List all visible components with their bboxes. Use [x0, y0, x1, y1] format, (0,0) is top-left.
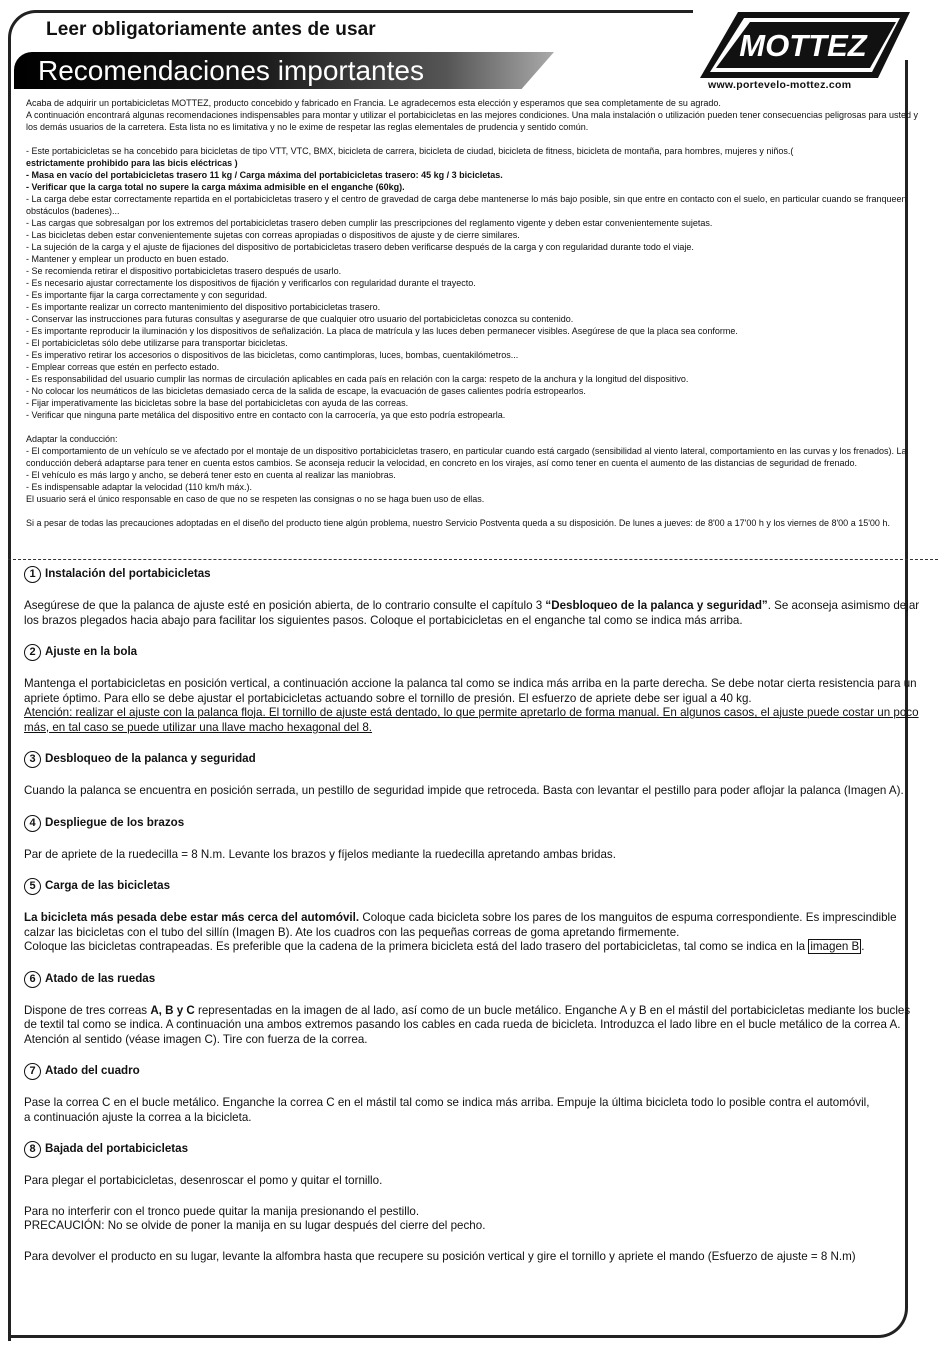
list-item: - El portabicicletas sólo debe utilizarse para transportar bicicletas. [26, 338, 288, 348]
driving-adaptation [26, 433, 922, 505]
list-item: - Se recomienda retirar el dispositivo portabicicletas trasero después de usarlo. [26, 266, 342, 276]
step-number: 1 [24, 566, 41, 583]
list-item: - El comportamiento de un vehículo se ve afectado por el montaje de un dispositivo portabicicletas trasero, en particular cuando está cargado (sensibilidad al viento lateral, comportamiento en las curvas y los frenados). La conducción deberá adaptarse para tener en cuenta estos cambios. Se aconseja reducir la velocidad, en concreto en los virajes, así como tener en cuenta el aumento de las distancias de seguridad de frenado. [26, 446, 907, 468]
text-run: Coloque cada bicicleta sobre los pares de los manguitos de espuma correspondiente. Es imprescindible [359, 911, 897, 924]
list-item: - Este portabicicletas se ha concebido para bicicletas de tipo VTT, VTC, BMX, bicicleta de carrera, bicicleta de ciudad, bicicleta de fitness, bicicleta de montaña, para hombres, mujeres y niños.( [26, 146, 794, 156]
recommendations-block [26, 97, 922, 541]
recommendations-list [26, 145, 922, 421]
list-item: - El vehículo es más largo y ancho, se deberá tener esto en cuenta al realizar las maniobras. [26, 470, 396, 480]
section-heading [24, 1141, 924, 1158]
section-text: Para plegar el portabicicletas, desenroscar el pomo y quitar el tornillo. [24, 1174, 383, 1187]
website-url: www.portevelo-mottez.com [708, 79, 852, 91]
list-item: - Las cargas que sobresalgan por los extremos del portabicicletas trasero deben cumplir las prescripciones del reglamento vigente y deben estar convenientemente sujetas. [26, 218, 713, 228]
section-title: Despliegue de los brazos [45, 815, 185, 829]
text-run-bold: La bicicleta más pesada debe estar más cerca del automóvil. [24, 911, 360, 924]
text-run: Coloque las bicicletas contrapeadas. Es preferible que la cadena de la primera bicicleta está del lado trasero del portabicicletas, tal como se indica en la [24, 940, 809, 953]
list-item: estrictamente prohibido para las bicis eléctricas ) [26, 158, 238, 168]
list-item: - Conservar las instrucciones para futuras consultas y asegurarse de que cualquier otro usuario del portabicicletas conozca su contenido. [26, 314, 574, 324]
text-line: Atención: realizar el ajuste con la palanca floja. El tornillo de ajuste está dentado, lo que permite apretarlo de forma manual. En algunos casos, el ajuste puede costar un poco más, en tal caso se puede utilizar una llave macho hexagonal del 8. [24, 706, 919, 734]
section-text: Para devolver el producto en su lugar, levante la alfombra hasta que recupere su posición vertical y gire el tornillo y apriete el mando (Esfuerzo de ajuste = 8 N.m) [24, 1249, 856, 1263]
text-line: a continuación ajuste la correa a la bicicleta. [24, 1110, 252, 1124]
section-heading [24, 751, 924, 768]
text-line [24, 911, 924, 926]
text-line: Atención al sentido (véase imagen C). Tire con fuerza de la correa. [24, 1032, 368, 1046]
step-number: 8 [24, 1141, 41, 1158]
step-number: 7 [24, 1063, 41, 1080]
text-line: Mantenga el portabicicletas en posición vertical, a continuación accione la palanca tal como se indica más arriba en la parte derecha. Se debe notar cierta resistencia para un apriete óptimo. Para ello se debe ajustar el portabicicletas actuando sobre el tornillo de presión. El esfuerzo de apriete debe ser igual a 40 kg. [24, 677, 917, 705]
text-line: Para no interferir con el tronco puede quitar la manija presionando el pestillo. [24, 1204, 420, 1218]
list-item: El usuario será el único responsable en caso de que no se respeten las consignas o no se haga buen uso de ellas. [26, 494, 485, 504]
list-item: - No colocar los neumáticos de las bicicletas demasiado cerca de la salida de escape, la evacuación de gases calientes podría estropearlos. [26, 386, 586, 396]
section-title: Instalación del portabicicletas [45, 567, 211, 581]
list-item: - La sujeción de la carga y el ajuste de fijaciones del dispositivo de portabicicletas trasero deben verificarse después de la carga y con regularidad durante todo el viaje. [26, 242, 694, 252]
text-line: PRECAUCIÓN: No se olvide de poner la manija en su lugar después del cierre del pecho. [24, 1219, 486, 1232]
section-title: Carga de las bicicletas [45, 879, 171, 893]
section-title: Ajuste en la bola [45, 645, 138, 659]
section-5 [24, 878, 924, 955]
intro-text-2: A continuación encontrará algunas recomendaciones indispensables para montar y utilizar el portabicicletas en las mejores condiciones. Una mala instalación o utilización pueden tener consecuencias peligrosas para usted y los demás usuarios de la carretera. Esta lista no es limitativa y no le exime de respetar las reglas elementales de prudencia y sentido común. [26, 110, 919, 132]
list-item: - Es indispensable adaptar la velocidad (110 km/h máx.). [26, 482, 252, 492]
list-item: - La carga debe estar correctamente repartida en el portabicicletas trasero y el centro de gravedad de carga debe mantenerse lo más bajo posible, sin que entre en contacto con el suelo, en particular cuando se franqueen obstáculos (badenes)... [26, 194, 907, 216]
section-heading [24, 971, 924, 988]
list-item: - Es imperativo retirar los accesorios o dispositivos de las bicicletas, como cantimploras, luces, bombas, cuentakilómetros... [26, 350, 519, 360]
section-title: Bajada del portabicicletas [45, 1142, 189, 1156]
text-run: representadas en la imagen de al lado, así como de un bucle metálico. Enganche A y B en el mástil del portabicicletas mediante los bucles [194, 1003, 911, 1017]
section-text [24, 1096, 924, 1125]
section-3 [24, 751, 924, 799]
step-number: 2 [24, 644, 41, 661]
cut-line [8, 559, 938, 560]
list-item: - Es importante fijar la carga correctamente y con seguridad. [26, 290, 268, 300]
text-run-bold: A, B y C [150, 1003, 195, 1017]
page-frame-bottom [8, 1335, 858, 1338]
section-text [24, 911, 924, 955]
section-1 [24, 566, 924, 628]
list-item: - Fijar imperativamente las bicicletas sobre la base del portabicicletas con ayuda de las correas. [26, 398, 409, 408]
instructions-block [24, 566, 924, 1280]
driving-adaptation-title: Adaptar la conducción: [26, 434, 118, 444]
list-item: - Es importante realizar un correcto mantenimiento del dispositivo portabicicletas trasero. [26, 302, 381, 312]
list-item: - Mantener y emplear un producto en buen estado. [26, 254, 229, 264]
section-8 [24, 1141, 924, 1264]
intro-text-1: Acaba de adquirir un portabicicletas MOTTEZ, producto concebido y fabricado en Francia. Le agradecemos esta elección y esperamos que sea completamente de su agrado. [26, 98, 721, 108]
section-2 [24, 644, 924, 735]
section-7 [24, 1063, 924, 1125]
list-item: - Es necesario ajustar correctamente los dispositivos de fijación y verificarlos con regularidad durante el trayecto. [26, 278, 476, 288]
list-item: - Masa en vacío del portabicicletas trasero 11 kg / Carga máxima del portabicicletas trasero: 45 kg / 3 bicicletas. [26, 170, 503, 180]
section-6 [24, 971, 924, 1048]
step-number: 6 [24, 971, 41, 988]
section-text [24, 1205, 924, 1234]
list-item: - Emplear correas que estén en perfecto estado. [26, 362, 220, 372]
section-heading [24, 815, 924, 832]
section-heading [24, 878, 924, 895]
section-text: Cuando la palanca se encuentra en posición serrada, un pestillo de seguridad impide que retroceda. Basta con levantar el pestillo para poder aflojar la palanca (Imagen A). [24, 784, 904, 797]
text-line [24, 1004, 924, 1019]
list-item: - Es importante reproducir la iluminación y los dispositivos de señalización. La placa de matrícula y las luces deben permanecer visibles. Asegúrese de que la placa sea conforme. [26, 326, 738, 336]
list-item: - Verificar que ninguna parte metálica del dispositivo entre en contacto con la carrocería, ya que esto podría estropearla. [26, 410, 506, 420]
text-line: Pase la correa C en el bucle metálico. Enganche la correa C en el mástil tal como se indica más arriba. Empuje la última bicicleta todo lo posible contra el automóvil, [24, 1096, 870, 1109]
list-item: - Verificar que la carga total no supere la carga máxima admisible en el enganche (60kg). [26, 182, 405, 192]
section-text [24, 599, 924, 628]
section-4 [24, 815, 924, 863]
text-run: Asegúrese de que la palanca de ajuste esté en posición abierta, de lo contrario consulte el capítulo 3 [24, 599, 546, 612]
text-line: calzar las bicicletas con el tubo del sillín (Imagen B). Ate los cuadros con las pequeñas correas de goma apretando firmemente. [24, 925, 680, 939]
step-number: 4 [24, 815, 41, 832]
text-line: de textil tal como se indica. A continuación una ambos extremos pasando los cables en cada rueda de bicicleta. Introduzca el lado libre en el bucle metálico de la correa A. [24, 1018, 901, 1031]
logo-text: MOTTEZ [739, 28, 867, 63]
after-sales-note: Si a pesar de todas las precauciones adoptadas en el diseño del producto tiene algún problema, nuestro Servicio Postventa queda a su disposición. De lunes a jueves: de 8'00 a 17'00 h y los viernes de 8'00 a 15'00 h. [26, 518, 890, 528]
text-run: . [861, 940, 865, 953]
step-number: 3 [24, 751, 41, 768]
section-heading [24, 644, 924, 661]
page-title: Leer obligatoriamente antes de usar [46, 19, 376, 40]
section-heading [24, 566, 924, 583]
mottez-logo [700, 12, 910, 78]
image-b-reference: imagen B [810, 940, 860, 953]
section-title: Atado de las ruedas [45, 971, 156, 985]
text-run: Dispone de tres correas [24, 1003, 151, 1017]
intro-paragraph-1 [26, 97, 922, 133]
list-item: - Las bicicletas deben estar convenientemente sujetas con correas apropiadas o dispositivos de ajuste y de cierre similares. [26, 230, 520, 240]
banner-title: Recomendaciones importantes [38, 55, 424, 86]
list-item: - Es responsabilidad del usuario cumplir las normas de circulación aplicables en cada país en relación con la carga: respeto de la anchura y la longitud del dispositivo. [26, 374, 689, 384]
text-run: . Se aconseja asimismo dejar los brazos plegados hacia abajo para facilitar los siguientes pasos. Coloque el portabicicletas en el enganche tal como se indica más arriba. [24, 599, 920, 627]
section-text [24, 1004, 924, 1048]
section-title: Desbloqueo de la palanca y seguridad [45, 752, 256, 766]
text-run-bold: “Desbloqueo de la palanca y seguridad” [545, 599, 768, 612]
section-text [24, 677, 924, 735]
step-number: 5 [24, 878, 41, 895]
section-heading [24, 1063, 924, 1080]
section-title: Atado del cuadro [45, 1064, 140, 1078]
text-line [24, 940, 924, 955]
section-text: Par de apriete de la ruedecilla = 8 N.m. Levante los brazos y fíjelos mediante la ruedecilla apretando ambas bridas. [24, 847, 616, 861]
